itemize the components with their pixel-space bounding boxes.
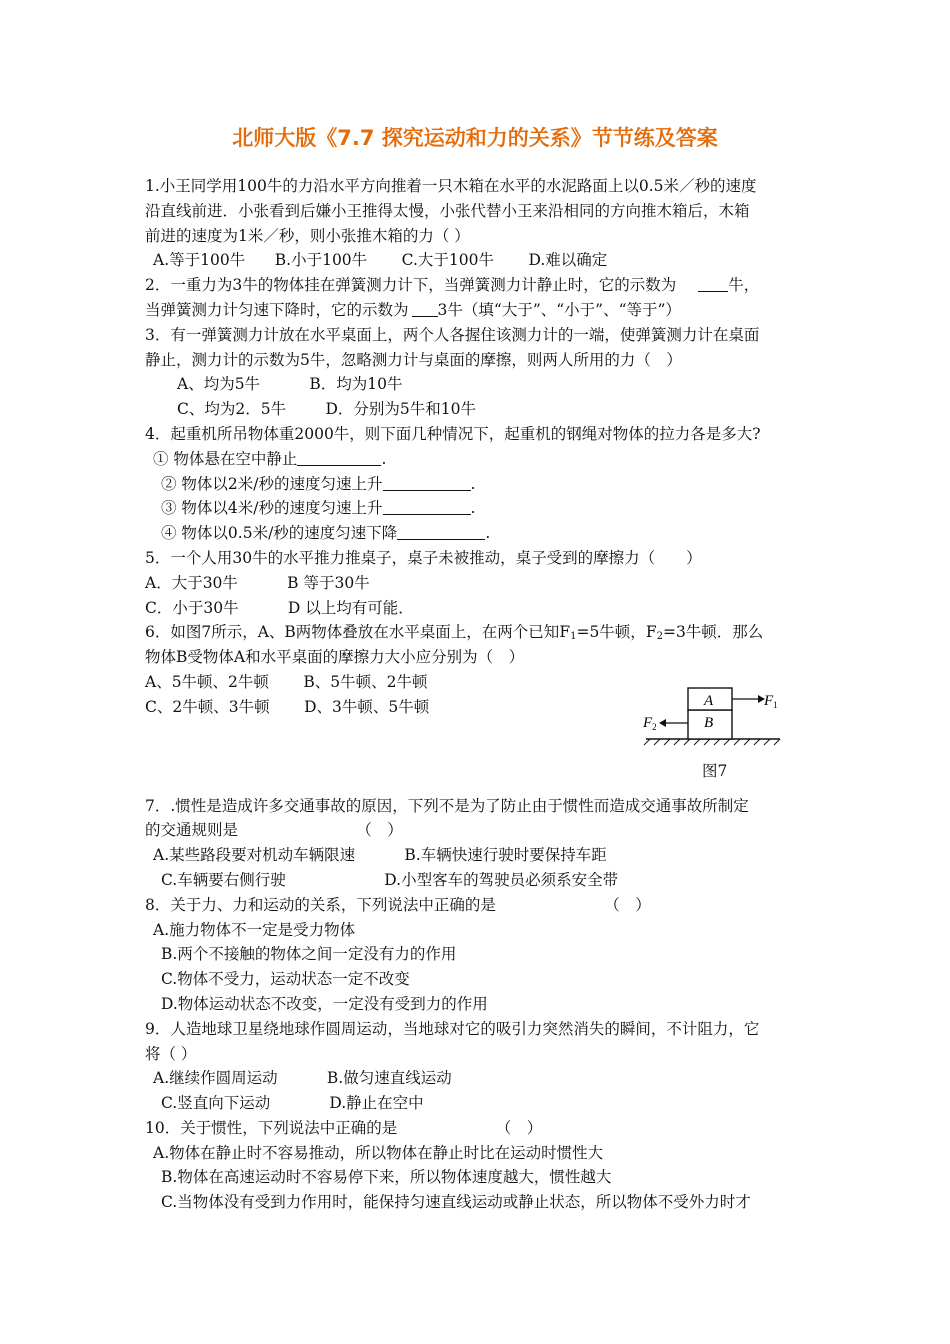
q8-option-d: D.物体运动状态不改变，一定没有受到力的作用: [161, 994, 488, 1013]
q4-item-4-text: ④ 物体以0.5米/秒的速度匀速下降: [161, 524, 398, 543]
q4-item-3: [145, 496, 815, 521]
q7-options-ab: A.某些路段要对机动车辆限速 B.车辆快速行驶时要保持车距: [153, 846, 607, 865]
q8-option-a: A.施力物体不一定是受力物体: [153, 920, 356, 939]
q1-options: A.等于100牛 B.小于100牛 C.大于100牛 D.难以确定: [153, 251, 608, 270]
block-b-label: B: [704, 715, 714, 731]
q6-f1-sub: 1: [570, 631, 577, 643]
q10-option-b: B.物体在高速运动时不容易停下来，所以物体速度越大，惯性越大: [161, 1168, 612, 1187]
q4-item-1-text: ① 物体悬在空中静止: [153, 449, 298, 468]
q9-line-1: 9．人造地球卫星绕地球作圆周运动，当地球对它的吸引力突然消失的瞬间，不计阻力，它: [145, 1019, 760, 1038]
q6-options-cd: C、2牛顿、3牛顿 D、3牛顿、5牛顿: [145, 697, 430, 716]
q6-line-2: 物体B受物体A和水平桌面的摩擦力大小应分别为（ ）: [145, 648, 525, 667]
q1-line-1: 1.小王同学用100牛的力沿水平方向推着一只木箱在水平的水泥路面上以0.5米／秒的速度: [145, 177, 757, 195]
q2-line-1: [145, 273, 815, 298]
q6-f2-sub: 2: [656, 631, 663, 643]
q2-value: 3: [437, 300, 448, 319]
q7-line-2: 的交通规则是 （ ）: [145, 821, 403, 840]
q4-item-2-end: .: [470, 474, 476, 493]
q4-item-3-text: ③ 物体以4米/秒的速度匀速上升: [161, 499, 383, 518]
q3-line-1: 3．有一弹簧测力计放在水平桌面上，两个人各握住该测力计的一端，使弹簧测力计在桌面: [145, 325, 760, 344]
page-title: 北师大版《7.7 探究运动和力的关系》节节练及答案: [232, 126, 718, 150]
figure-7-caption: 图7: [702, 762, 728, 780]
q3-options-cd: C、均为2．5牛 D．分别为5牛和10牛: [177, 400, 477, 419]
q4-line-1: 4．起重机所吊物体重2000牛，则下面几种情况下，起重机的钢绳对物体的拉力各是多大?: [145, 424, 761, 443]
q4-blank-3: [383, 498, 471, 515]
q6-eq2: =3牛顿．那么: [662, 623, 764, 642]
q2-unit: 牛，: [728, 276, 760, 295]
q4-blank-2: [383, 474, 471, 491]
q4-item-1: [145, 447, 815, 472]
q6-options-ab: A、5牛顿、2牛顿 B、5牛顿、2牛顿: [145, 672, 428, 691]
q10-line-1: 10．关于惯性，下列说法中正确的是 （ ）: [145, 1118, 543, 1137]
q9-options-cd: C.竖直向下运动 D.静止在空中: [161, 1094, 424, 1113]
q6-line-1: [145, 620, 815, 645]
q10-option-a: A.物体在静止时不容易推动，所以物体在静止时比在运动时惯性大: [153, 1143, 604, 1162]
ground-hatching: [644, 739, 780, 745]
q4-item-2-text: ② 物体以2米/秒的速度匀速上升: [161, 474, 383, 493]
q3-options-ab: A、均为5牛 B．均为10牛: [177, 375, 403, 394]
q6-text-1: 6．如图7所示，A、B两物体叠放在水平桌面上，在两个已知: [145, 623, 560, 642]
q4-item-3-end: .: [470, 499, 476, 518]
force-f2-label: $F_2$: [643, 715, 657, 732]
q2-text-1: 2．一重力为3牛的物体挂在弹簧测力计下，当弹簧测力计静止时，它的示数为: [145, 276, 677, 295]
q3-line-2: 静止，测力计的示数为5牛，忽略测力计与桌面的摩擦，则两人所用的力（ ）: [145, 350, 682, 369]
q6-f2: F: [645, 623, 657, 642]
q2-line-2: [145, 298, 815, 323]
q4-item-4: [145, 521, 815, 546]
q10-option-c: C.当物体没有受到力作用时，能保持匀速直线运动或静止状态，所以物体不受外力时才: [161, 1193, 751, 1212]
q7-options-cd: C.车辆要右侧行驶 D.小型客车的驾驶员必须系安全带: [161, 870, 619, 889]
q8-option-b: B.两个不接触的物体之间一定没有力的作用: [161, 945, 457, 964]
q4-item-2: [145, 472, 815, 497]
q1-line-2: 沿直线前进．小张看到后嫌小王推得太慢，小张代替小王来沿相同的方向推木箱后，木箱: [145, 201, 750, 220]
q9-line-2: 将（ ）: [145, 1044, 197, 1063]
q4-blank-1: [297, 449, 381, 466]
q5-line-1: 5．一个人用30牛的水平推力推桌子，桌子未被推动，桌子受到的摩擦力（ ）: [145, 548, 702, 567]
block-a-label: A: [704, 693, 714, 709]
q7-line-1: 7．.惯性是造成许多交通事故的原因，下列不是为了防止由于惯性而造成交通事故所制定: [145, 796, 749, 815]
q2-tail: 牛（填“大于”、“小于”、“等于”）: [447, 300, 681, 319]
q2-text-2: 当弹簧测力计匀速下降时，它的示数为: [145, 300, 409, 319]
q2-blank-1: [698, 275, 728, 292]
q1-line-3: 前进的速度为1米／秒，则小张推木箱的力（ ）: [145, 226, 470, 245]
q4-blank-4: [397, 523, 485, 540]
q8-line-1: 8．关于力、力和运动的关系，下列说法中正确的是 （ ）: [145, 895, 651, 914]
force-f2-arrowhead: [659, 719, 666, 727]
q5-options-ab: A．大于30牛 B 等于30牛: [145, 573, 370, 592]
q6-f1: F: [559, 623, 571, 642]
q8-option-c: C.物体不受力，运动状态一定不改变: [161, 970, 410, 989]
q4-item-1-end: .: [381, 449, 387, 468]
force-f1-label: $F_1$: [764, 693, 778, 710]
q5-options-cd: C．小于30牛 D 以上均有可能．: [145, 598, 414, 617]
q4-item-4-end: .: [485, 524, 491, 543]
q9-options-ab: A.继续作圆周运动 B.做匀速直线运动: [153, 1069, 452, 1088]
q6-eq1: =5牛顿，: [576, 623, 646, 642]
q2-blank-2: [412, 300, 438, 317]
